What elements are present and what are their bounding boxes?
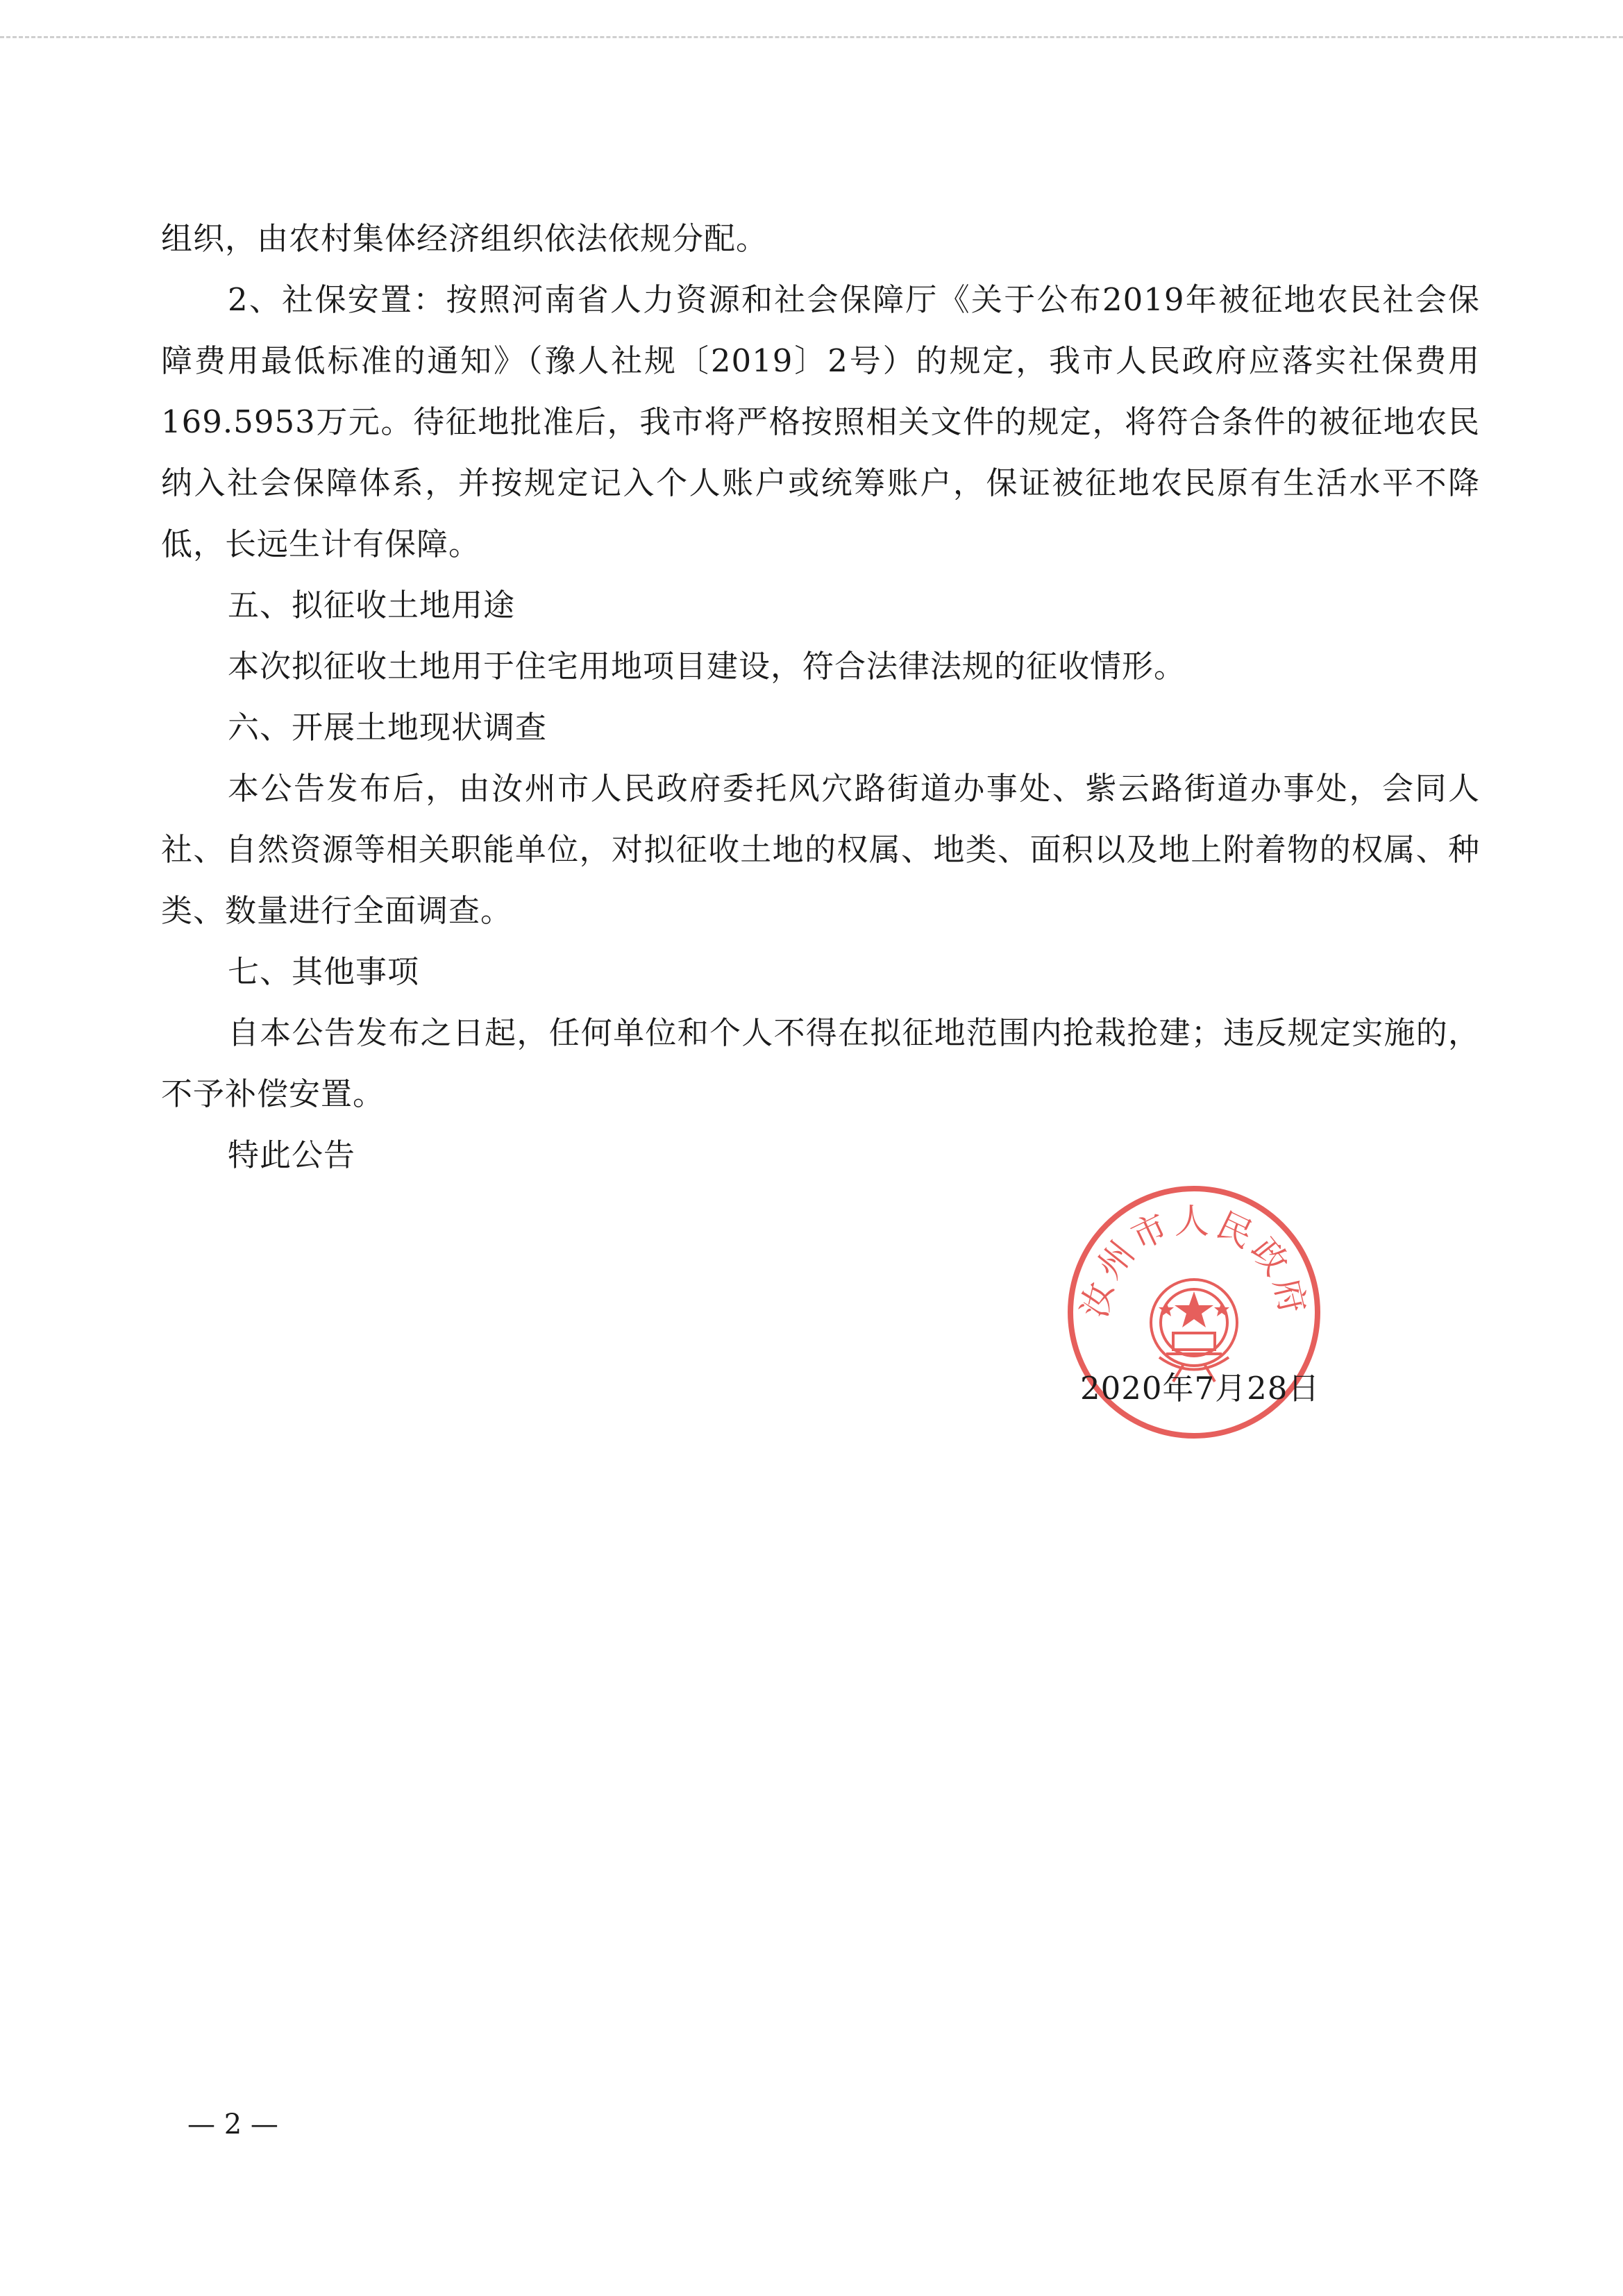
paragraph: 自本公告发布之日起，任何单位和个人不得在拟征地范围内抢栽抢建；违反规定实施的，不予补偿安置。	[161, 1014, 1480, 1112]
page-number: — 2 —	[187, 2109, 278, 2140]
seal-text: 汝州市人民政府	[1074, 1201, 1314, 1322]
document-body	[161, 208, 1480, 1186]
scan-edge-line	[0, 36, 1623, 38]
paragraph: 六、开展土地现状调查	[228, 709, 548, 746]
paragraph: 七、其他事项	[228, 953, 420, 990]
paragraph: 组织，由农村集体经济组织依法依规分配。	[161, 220, 768, 257]
paragraph: 特此公告	[228, 1137, 356, 1173]
national-emblem-icon	[1151, 1280, 1237, 1382]
document-date: 2020年7月28日	[1080, 1370, 1320, 1407]
paragraph: 本公告发布后，由汝州市人民政府委托风穴路街道办事处、紫云路街道办事处，会同人社、自然资源等相关职能单位，对拟征收土地的权属、地类、面积以及地上附着物的权属、种类、数量进行全面调查。	[161, 770, 1480, 929]
paragraph: 2、社保安置：按照河南省人力资源和社会保障厅《关于公布2019年被征地农民社会保障费用最低标准的通知》（豫人社规〔2019〕2号）的规定，我市人民政府应落实社保费用169.5953万元。待征地批准后，我市将严格按照相关文件的规定，将符合条件的被征地农民纳入社会保障体系，并按规定记入个人账户或统筹账户，保证被征地农民原有生活水平不降低，长远生计有保障。	[161, 281, 1480, 562]
paragraph: 本次拟征收土地用于住宅用地项目建设，符合法律法规的征收情形。	[228, 648, 1186, 685]
paragraph: 五、拟征收土地用途	[228, 587, 516, 623]
